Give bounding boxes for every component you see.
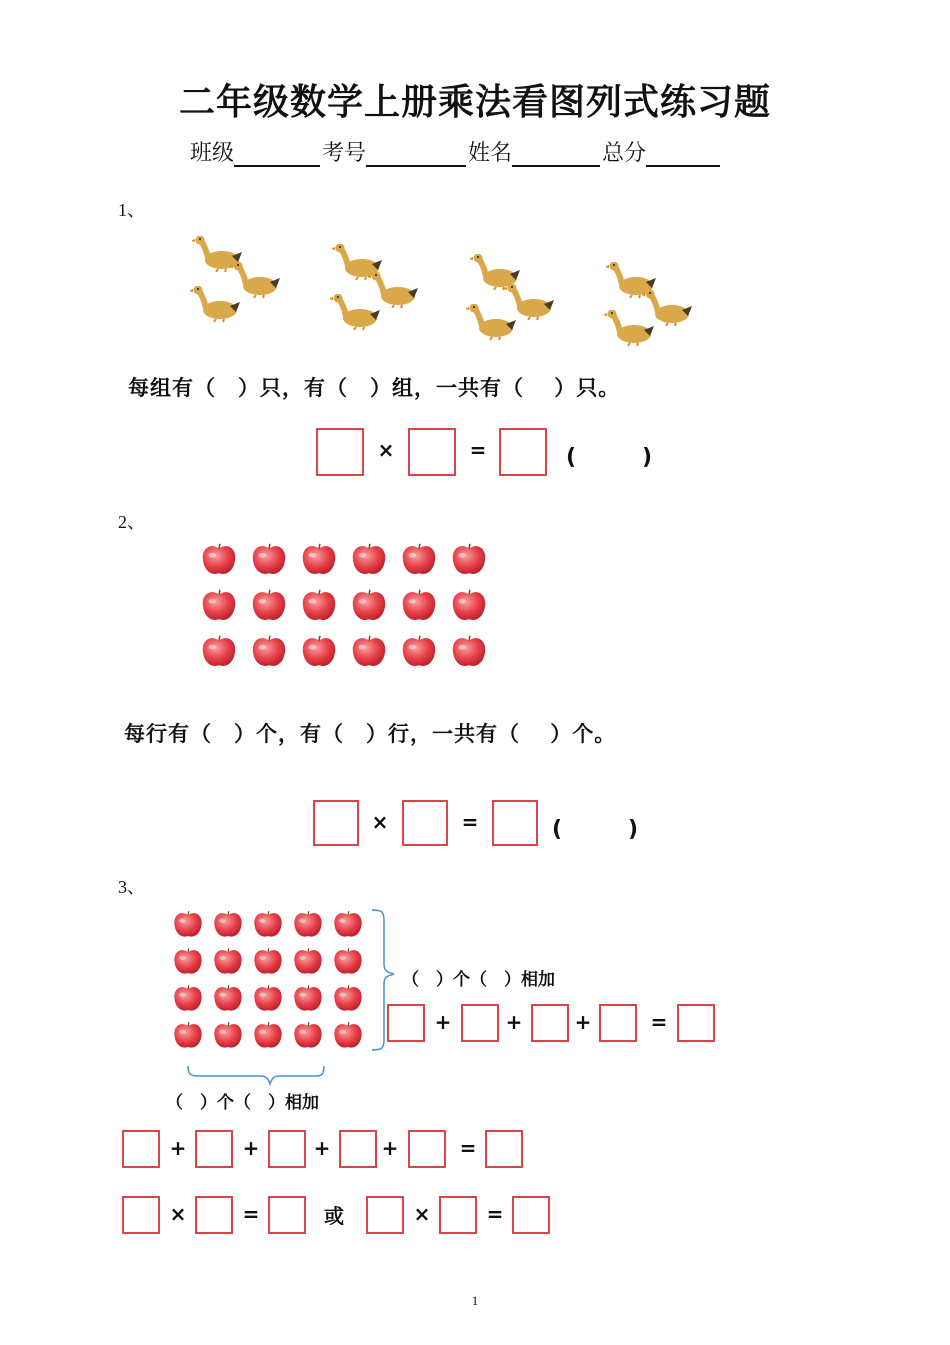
plus-sign: + xyxy=(242,1136,260,1160)
q1-factor-box-2[interactable] xyxy=(408,428,456,476)
q3-right-label: （ ）个（ ）相加 xyxy=(402,970,555,990)
times-sign: × xyxy=(413,1202,431,1226)
grouping-brackets xyxy=(172,906,402,1090)
apple-icon xyxy=(250,632,288,670)
apple-icon xyxy=(250,586,288,624)
equals-sign: = xyxy=(242,1202,260,1226)
q3-mult2-factor-box-1[interactable] xyxy=(366,1196,404,1234)
name-blank[interactable] xyxy=(512,141,600,167)
equals-sign: = xyxy=(461,810,479,834)
question-2-number: 2、 xyxy=(118,512,145,532)
q3-row-addend-box-4[interactable] xyxy=(339,1130,377,1168)
question-1-number: 1、 xyxy=(118,200,145,220)
q1-product-box[interactable] xyxy=(499,428,547,476)
exam-number-blank[interactable] xyxy=(366,141,466,167)
duck-icon xyxy=(604,310,654,346)
score-blank[interactable] xyxy=(646,141,720,167)
q2-factor-box-2[interactable] xyxy=(402,800,448,846)
exam-number-label: 考号 xyxy=(322,141,367,166)
q3-row-addend-box-1[interactable] xyxy=(122,1130,160,1168)
plus-sign: + xyxy=(505,1010,523,1034)
apple-icon xyxy=(200,540,238,578)
apple-icon xyxy=(450,586,488,624)
apple-icon xyxy=(450,632,488,670)
apple-icon xyxy=(350,632,388,670)
question-3-number: 3、 xyxy=(118,877,145,897)
name-label: 姓名 xyxy=(468,141,513,166)
plus-sign: + xyxy=(381,1136,399,1160)
class-blank[interactable] xyxy=(234,141,320,167)
q3-addend-box-4[interactable] xyxy=(599,1004,637,1042)
apple-icon xyxy=(300,540,338,578)
times-sign: × xyxy=(377,438,395,462)
equals-sign: = xyxy=(486,1202,504,1226)
equals-sign: = xyxy=(459,1136,477,1160)
page-number: 1 xyxy=(471,1293,479,1308)
class-label: 班级 xyxy=(190,141,235,166)
apple-icon xyxy=(400,586,438,624)
apple-icon xyxy=(400,540,438,578)
q3-row-sum-box[interactable] xyxy=(485,1130,523,1168)
apple-icon xyxy=(400,632,438,670)
q2-factor-box-1[interactable] xyxy=(313,800,359,846)
q2-unit-parens[interactable]: ( ) xyxy=(552,817,639,842)
q3-row-addend-box-5[interactable] xyxy=(408,1130,446,1168)
apple-icon xyxy=(300,632,338,670)
q2-product-box[interactable] xyxy=(492,800,538,846)
equals-sign: = xyxy=(650,1010,668,1034)
q1-unit-parens[interactable]: ( ) xyxy=(566,445,653,470)
apple-icon xyxy=(200,632,238,670)
plus-sign: + xyxy=(434,1010,452,1034)
q3-mult1-factor-box-1[interactable] xyxy=(122,1196,160,1234)
q3-addend-box-1[interactable] xyxy=(387,1004,425,1042)
duck-icon xyxy=(330,294,380,330)
times-sign: × xyxy=(169,1202,187,1226)
plus-sign: + xyxy=(169,1136,187,1160)
q3-mult1-factor-box-2[interactable] xyxy=(195,1196,233,1234)
apple-icon xyxy=(200,586,238,624)
q3-row-addend-box-2[interactable] xyxy=(195,1130,233,1168)
apple-icon xyxy=(250,540,288,578)
q1-factor-box-1[interactable] xyxy=(316,428,364,476)
times-sign: × xyxy=(371,810,389,834)
q3-bottom-label: （ ）个（ ）相加 xyxy=(166,1093,319,1113)
info-line xyxy=(190,136,722,167)
q3-mult2-product-box[interactable] xyxy=(512,1196,550,1234)
q3-addend-box-2[interactable] xyxy=(461,1004,499,1042)
apple-icon xyxy=(300,586,338,624)
plus-sign: + xyxy=(574,1010,592,1034)
plus-sign: + xyxy=(313,1136,331,1160)
q3-addend-box-3[interactable] xyxy=(531,1004,569,1042)
or-word: 或 xyxy=(324,1204,344,1228)
equals-sign: = xyxy=(469,438,487,462)
apple-icon xyxy=(350,586,388,624)
apple-icon xyxy=(350,540,388,578)
q1-sentence: 每组有（ ）只，有（ ）组，一共有（ ）只。 xyxy=(128,376,621,400)
page-title: 二年级数学上册乘法看图列式练习题 xyxy=(178,82,771,123)
q3-mult1-product-box[interactable] xyxy=(268,1196,306,1234)
score-label: 总分 xyxy=(602,141,647,166)
q2-sentence: 每行有（ ）个，有（ ）行，一共有（ ）个。 xyxy=(124,722,617,746)
q3-mult2-factor-box-2[interactable] xyxy=(439,1196,477,1234)
q3-sum-box-right[interactable] xyxy=(677,1004,715,1042)
q3-row-addend-box-3[interactable] xyxy=(268,1130,306,1168)
duck-icon xyxy=(190,286,240,322)
apple-icon xyxy=(450,540,488,578)
duck-icon xyxy=(466,304,516,340)
